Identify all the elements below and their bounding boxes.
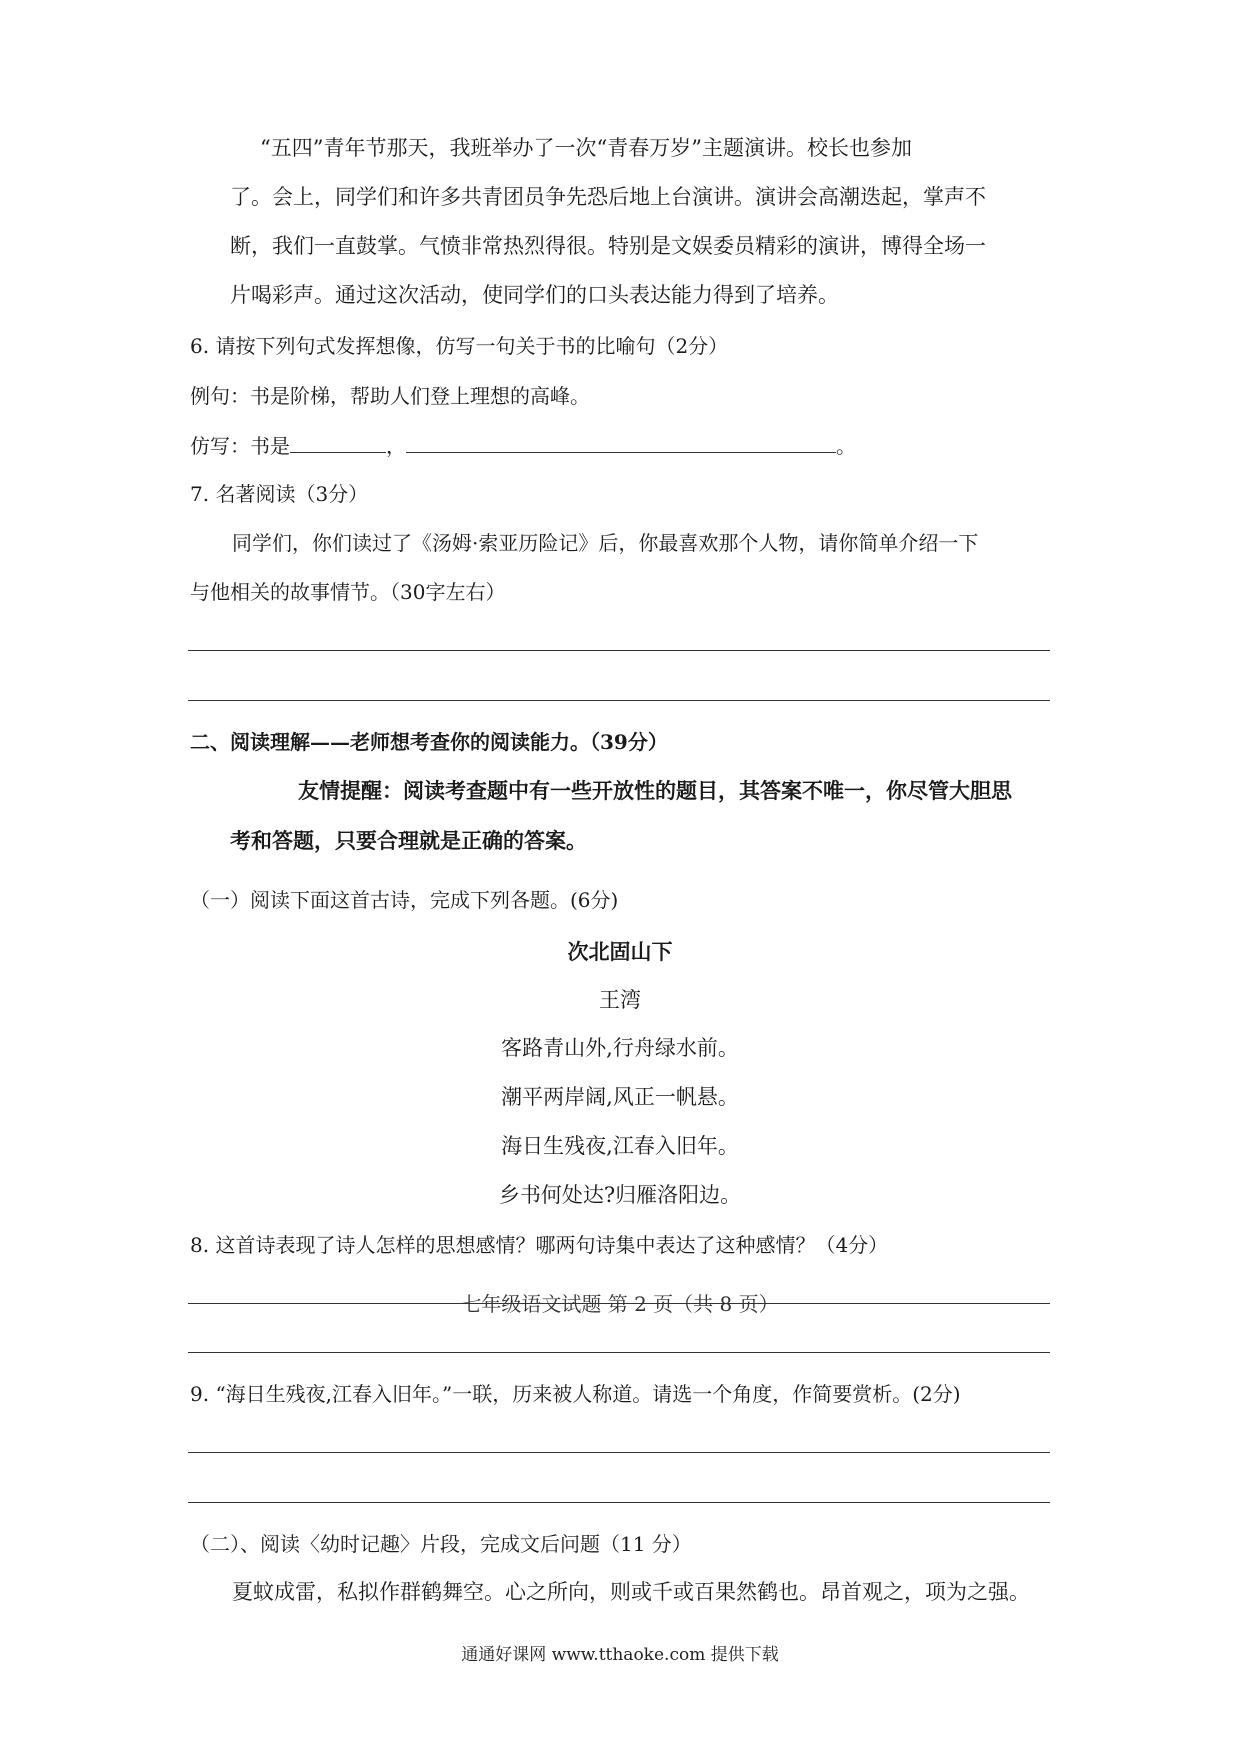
section2-tip-line-2: 考和答题，只要合理就是正确的答案。 <box>230 828 587 853</box>
q7-body-line-1: 同学们，你们读过了《汤姆·索亚历险记》后，你最喜欢那个人物，请你简单介绍一下 <box>232 531 979 555</box>
q6-imitate-prefix: 仿写：书是 <box>190 434 290 458</box>
passage-line-4: 片喝彩声。通过这次活动，使同学们的口头表达能力得到了培养。 <box>230 283 839 307</box>
passage-line-1: “五四”青年节那天，我班举办了一次“青春万岁”主题演讲。校长也参加 <box>260 136 912 160</box>
poem-line-1: 客路青山外,行舟绿水前。 <box>501 1036 739 1060</box>
q6-answer-blank-2[interactable] <box>406 434 836 453</box>
part2-heading: （二）、阅读〈幼时记趣〉片段，完成文后问题（11 分） <box>190 1532 692 1556</box>
poem-line-2: 潮平两岸阔,风正一帆悬。 <box>501 1085 739 1109</box>
q6-example: 例句：书是阶梯，帮助人们登上理想的高峰。 <box>190 384 590 408</box>
q9-answer-line-1[interactable] <box>188 1452 1050 1453</box>
part1-heading: （一）阅读下面这首古诗，完成下列各题。(6分) <box>190 888 619 912</box>
q8-answer-line-2[interactable] <box>188 1352 1050 1353</box>
poem-author: 王湾 <box>599 988 641 1012</box>
passage-line-2: 了。会上，同学们和许多共青团员争先恐后地上台演讲。演讲会高潮迭起，掌声不 <box>230 185 986 209</box>
page-footer: 七年级语文试题 第 2 页（共 8 页） <box>461 1292 779 1316</box>
poem-line-3: 海日生残夜,江春入旧年。 <box>501 1134 739 1158</box>
poem-title: 次北固山下 <box>567 939 673 964</box>
q7-prompt: 7. 名著阅读（3分） <box>190 482 369 506</box>
q9-prompt: 9. “海日生残夜,江春入旧年。”一联，历来被人称道。请选一个角度，作简要赏析。(2分) <box>190 1382 961 1406</box>
q6-imitate-end: 。 <box>836 434 856 458</box>
q7-answer-line-2[interactable] <box>188 700 1050 701</box>
q7-body-line-2: 与他相关的故事情节。（30字左右） <box>190 580 506 604</box>
section2-tip-line-1: 友情提醒：阅读考查题中有一些开放性的题目，其答案不唯一，你尽管大胆思 <box>298 778 1012 803</box>
watermark: 通通好课网 www.tthaoke.com 提供下载 <box>461 1645 779 1665</box>
q8-prompt: 8. 这首诗表现了诗人怎样的思想感情？哪两句诗集中表达了这种感情？（4分） <box>190 1233 889 1257</box>
q6-prompt: 6. 请按下列句式发挥想像，仿写一句关于书的比喻句（2分） <box>190 334 729 358</box>
q9-answer-line-2[interactable] <box>188 1502 1050 1503</box>
section2-heading: 二、阅读理解——老师想考查你的阅读能力。（39分） <box>190 730 668 754</box>
poem-line-4: 乡书何处达?归雁洛阳边。 <box>498 1183 742 1207</box>
passage-line-3: 断，我们一直鼓掌。气愤非常热烈得很。特别是文娱委员精彩的演讲，博得全场一 <box>230 234 986 258</box>
part2-body-line-1: 夏蚊成雷，私拟作群鹤舞空。心之所向，则或千或百果然鹤也。昂首观之，项为之强。 <box>232 1580 1030 1604</box>
q6-imitate-comma: ， <box>386 434 406 458</box>
q6-answer-blank-1[interactable] <box>290 434 386 453</box>
q7-answer-line-1[interactable] <box>188 650 1050 651</box>
q6-imitate-line <box>190 434 856 456</box>
